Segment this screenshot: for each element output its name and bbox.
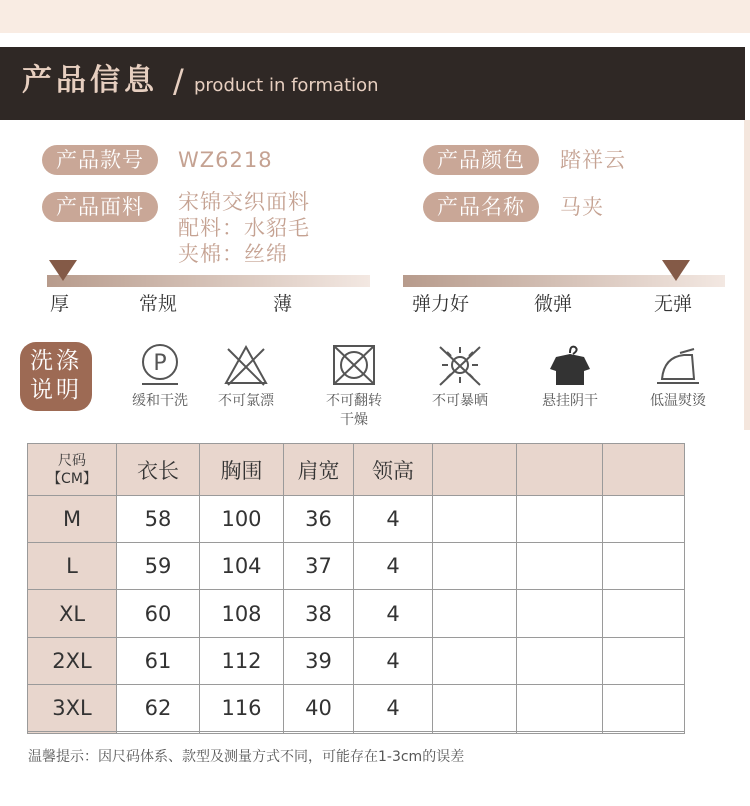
table-cell: 58 <box>117 496 200 543</box>
table-cell: 4 <box>354 637 433 684</box>
table-cell: 4 <box>354 684 433 731</box>
table-cell <box>517 637 603 684</box>
elasticity-label-high: 弹力好 <box>412 293 470 315</box>
elasticity-label-slight: 微弹 <box>534 293 573 315</box>
wash-badge-line-2: 说明 <box>30 377 82 403</box>
color-label: 产品颜色 <box>423 145 539 175</box>
care-label-no-bleach: 不可氯漂 <box>218 393 274 409</box>
low-iron-icon <box>654 343 702 387</box>
size-cell: M <box>28 496 117 543</box>
color-value: 踏祥云 <box>560 148 626 172</box>
header-slash: / <box>173 62 184 100</box>
hang-dry-shade-icon <box>546 343 594 387</box>
column-header <box>517 444 603 496</box>
table-cell: 112 <box>200 637 284 684</box>
column-header: 衣长 <box>117 444 200 496</box>
table-cell: 40 <box>284 684 354 731</box>
care-label-hang-dry: 悬挂阴干 <box>542 393 598 409</box>
elasticity-indicator-icon <box>662 260 690 281</box>
style-no-label: 产品款号 <box>42 145 158 175</box>
right-edge-band <box>744 120 750 430</box>
table-cell <box>433 590 517 637</box>
table-cell: 4 <box>354 496 433 543</box>
table-cell <box>433 496 517 543</box>
fabric-label: 产品面料 <box>42 192 158 222</box>
table-cell <box>603 732 685 734</box>
name-label: 产品名称 <box>423 192 539 222</box>
table-cell <box>517 732 603 734</box>
wash-instructions-badge <box>20 342 92 411</box>
care-label-no-tumble-dry <box>309 392 399 430</box>
size-cell: L <box>28 543 117 590</box>
table-cell: 116 <box>200 684 284 731</box>
top-band <box>0 0 750 33</box>
header-title-en: product in formation <box>194 75 379 96</box>
style-no-value: WZ6218 <box>178 148 273 172</box>
size-cell: XL <box>28 590 117 637</box>
fabric-line-3: 夹棉：丝绵 <box>178 242 288 266</box>
table-cell: 4 <box>354 543 433 590</box>
column-header: 胸围 <box>200 444 284 496</box>
thickness-label-regular: 常规 <box>139 293 178 315</box>
care-label-low-iron: 低温熨烫 <box>650 393 706 409</box>
table-cell <box>517 543 603 590</box>
header-title-cn: 产品信息 <box>22 63 158 98</box>
care-label-no-tumble-dry-text: 不可翻转 干燥 <box>326 393 382 428</box>
size-cell <box>28 732 117 734</box>
table-cell <box>433 684 517 731</box>
table-cell <box>433 543 517 590</box>
table-cell <box>433 637 517 684</box>
table-cell <box>517 590 603 637</box>
fabric-line-1: 宋锦交织面料 <box>178 190 310 214</box>
table-cell <box>517 496 603 543</box>
corner-line-2: 【CM】 <box>47 470 97 487</box>
table-cell <box>284 732 354 734</box>
column-header <box>433 444 517 496</box>
svg-text:P: P <box>153 351 167 376</box>
measurement-note: 温馨提示：因尺码体系、款型及测量方式不同，可能存在1-3cm的误差 <box>28 749 465 765</box>
size-cell: 2XL <box>28 637 117 684</box>
table-cell <box>603 590 685 637</box>
gentle-dry-clean-icon <box>136 343 184 387</box>
column-header: 领高 <box>354 444 433 496</box>
table-cell <box>603 496 685 543</box>
table-cell: 38 <box>284 590 354 637</box>
wash-badge-line-1: 洗涤 <box>30 348 82 374</box>
table-row <box>28 637 685 684</box>
column-header <box>603 444 685 496</box>
size-cell: 3XL <box>28 684 117 731</box>
table-row <box>28 496 685 543</box>
table-cell <box>354 732 433 734</box>
size-table-corner <box>28 444 117 496</box>
no-bleach-icon <box>222 343 270 387</box>
table-cell: 37 <box>284 543 354 590</box>
no-sun-exposure-icon <box>436 343 484 387</box>
elasticity-label-none: 无弹 <box>654 293 693 315</box>
size-table <box>27 443 685 734</box>
table-cell <box>517 684 603 731</box>
thickness-label-thick: 厚 <box>50 293 70 315</box>
thickness-scale-bar <box>47 275 370 287</box>
table-row <box>28 732 685 734</box>
table-cell: 59 <box>117 543 200 590</box>
corner-line-1: 尺码 <box>58 452 86 469</box>
table-cell: 39 <box>284 637 354 684</box>
table-cell: 100 <box>200 496 284 543</box>
table-cell: 62 <box>117 684 200 731</box>
table-cell: 104 <box>200 543 284 590</box>
table-cell: 4 <box>354 590 433 637</box>
fabric-line-2: 配料：水貂毛 <box>178 216 310 240</box>
table-row <box>28 684 685 731</box>
table-cell <box>603 684 685 731</box>
table-cell <box>433 732 517 734</box>
table-row <box>28 543 685 590</box>
table-cell <box>117 732 200 734</box>
table-cell: 60 <box>117 590 200 637</box>
table-cell: 108 <box>200 590 284 637</box>
care-label-gentle-dry-clean: 缓和干洗 <box>132 393 188 409</box>
table-cell <box>603 637 685 684</box>
column-header: 肩宽 <box>284 444 354 496</box>
table-cell <box>603 543 685 590</box>
care-label-no-sun: 不可暴晒 <box>432 393 488 409</box>
thickness-indicator-icon <box>49 260 77 281</box>
name-value: 马夹 <box>560 195 604 219</box>
table-row <box>28 590 685 637</box>
no-tumble-dry-icon <box>330 343 378 387</box>
table-cell <box>200 732 284 734</box>
size-table-header-row <box>28 444 685 496</box>
table-cell: 36 <box>284 496 354 543</box>
thickness-label-thin: 薄 <box>273 293 293 315</box>
table-cell: 61 <box>117 637 200 684</box>
